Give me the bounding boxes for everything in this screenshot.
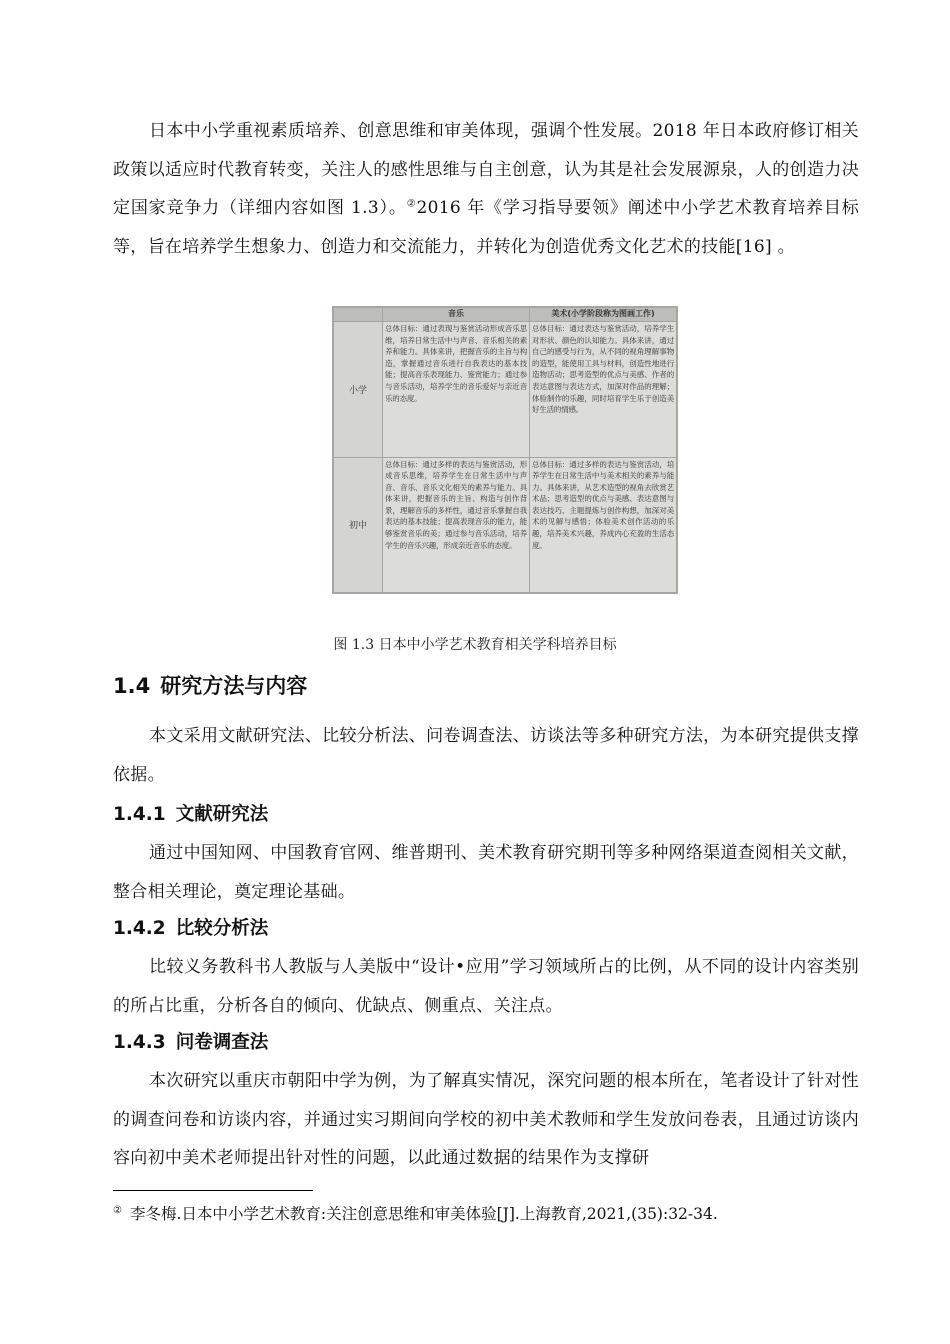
header-art: 美术(小学阶段称为图画工作) <box>530 308 677 322</box>
stage-label: 初中 <box>334 457 383 593</box>
subsection-number: 1.4.2 <box>113 918 166 939</box>
subsection-heading <box>113 800 268 826</box>
intro-text-part2: 2016 年《学习指导要领》阐述中小学艺术教育培养目标等，旨在培养学生想象力、创造力和交流能力，并转化为创造优秀文化艺术的技能[16] 。 <box>113 198 860 257</box>
subsection-paragraph: 本次研究以重庆市朝阳中学为例，为了解真实情况，深究问题的根本所在，笔者设计了针对性的调查问卷和访谈内容，并通过实习期间向学校的初中美术教师和学生发放问卷表，且通过访谈内容向初中美术老师提出针对性的问题，以此通过数据的结果作为支撑研 <box>113 1071 859 1168</box>
music-goal-cell: 总体目标：通过表现与鉴赏活动形成音乐思维，培养日常生活中与声音、音乐相关的素养和能力。具体来讲，把握音乐的主旨与构造，掌握通过音乐进行自我表达的基本技能；提高音乐表现能力、鉴赏能力；通过参与音乐活动，培养学生的音乐爱好与亲近音乐的态度。 <box>383 322 530 458</box>
table-row <box>334 457 677 593</box>
intro-text-part1: 日本中小学重视素质培养、创意思维和审美体现，强调个性发展。2018 年日本政府修订相关政策以适应时代教育转变，关注人的感性思维与自主创意，认为其是社会发展源泉，人的创造力决定国家竞争力（详细内容如图 1.3）。 <box>113 121 859 218</box>
footnote <box>113 1195 859 1230</box>
subsection-number: 1.4.3 <box>113 1032 166 1053</box>
header-music: 音乐 <box>383 308 530 322</box>
footnote-divider <box>113 1190 313 1191</box>
subsection-title: 比较分析法 <box>175 918 269 939</box>
intro-paragraph <box>113 112 859 266</box>
footnote-text: 李冬梅.日本中小学艺术教育:关注创意思维和审美体验[J].上海教育,2021,(35):32-34. <box>129 1205 718 1224</box>
subsection-heading <box>113 1028 268 1054</box>
subsection-number: 1.4.1 <box>113 804 166 825</box>
table-header-row <box>334 308 677 322</box>
table-row <box>334 322 677 458</box>
stage-label: 小学 <box>334 322 383 458</box>
subsection-title: 问卷调查法 <box>175 1032 269 1053</box>
section-heading <box>113 670 307 700</box>
figure-1-3-table-image <box>332 306 678 594</box>
subsection-title: 文献研究法 <box>175 804 269 825</box>
subsection-paragraph: 比较义务教科书人教版与人美版中“设计•应用”学习领域所占的比例，从不同的设计内容类别的所占比重，分析各自的倾向、优缺点、侧重点、关注点。 <box>113 957 859 1016</box>
section-title: 研究方法与内容 <box>160 674 308 698</box>
art-goal-cell: 总体目标：通过多样的表达与鉴赏活动，培养学生在日常生活中与美术相关的素养与能力。具体来讲，从艺术造型的视角去欣赏艺术品；思考造型的优点与美感、表达意图与表达技巧、主题提炼与创作构想，加深对美术的见解与感悟；体验美术创作活动的乐趣，培养美术兴趣，养成内心充盈的生活态度。 <box>530 457 677 593</box>
footnote-reference[interactable]: ② <box>406 198 417 210</box>
footnote-marker: ② <box>113 1205 122 1216</box>
goals-table <box>333 307 677 593</box>
art-goal-cell: 总体目标：通过表达与鉴赏活动，培养学生对形状、颜色的认知能力。具体来讲，通过自己的感受与行为，从不同的视角理解事物的造型，能使用工具与材料，创造性地进行造物活动；思考造型的优点与美感、作者的表达意图与表达方式，加深对作品的理解；体验制作的乐趣，同时培育学生乐于创造美好生活的情感。 <box>530 322 677 458</box>
music-goal-cell: 总体目标：通过多样的表达与鉴赏活动，形成音乐思维，培养学生在日常生活中与声音、音乐、音乐文化相关的素养与能力。具体来讲，把握音乐的主旨、构造与创作背景，理解音乐的多样性，通过音乐掌握自我表达的基本技能；提高表现音乐的能力，能够鉴赏音乐的美；通过参与音乐活动，培养学生的音乐兴趣，形成亲近音乐的态度。 <box>383 457 530 593</box>
table-corner-cell <box>334 308 383 322</box>
subsection-paragraph: 通过中国知网、中国教育官网、维普期刊、美术教育研究期刊等多种网络渠道查阅相关文献，整合相关理论，奠定理论基础。 <box>113 843 859 902</box>
figure-caption: 图 1.3 日本中小学艺术教育相关学科培养目标 <box>333 637 617 653</box>
subsection-heading <box>113 914 268 940</box>
section-number: 1.4 <box>113 674 151 698</box>
section-paragraph: 本文采用文献研究法、比较分析法、问卷调查法、访谈法等多种研究方法，为本研究提供支撑依据。 <box>113 726 859 785</box>
